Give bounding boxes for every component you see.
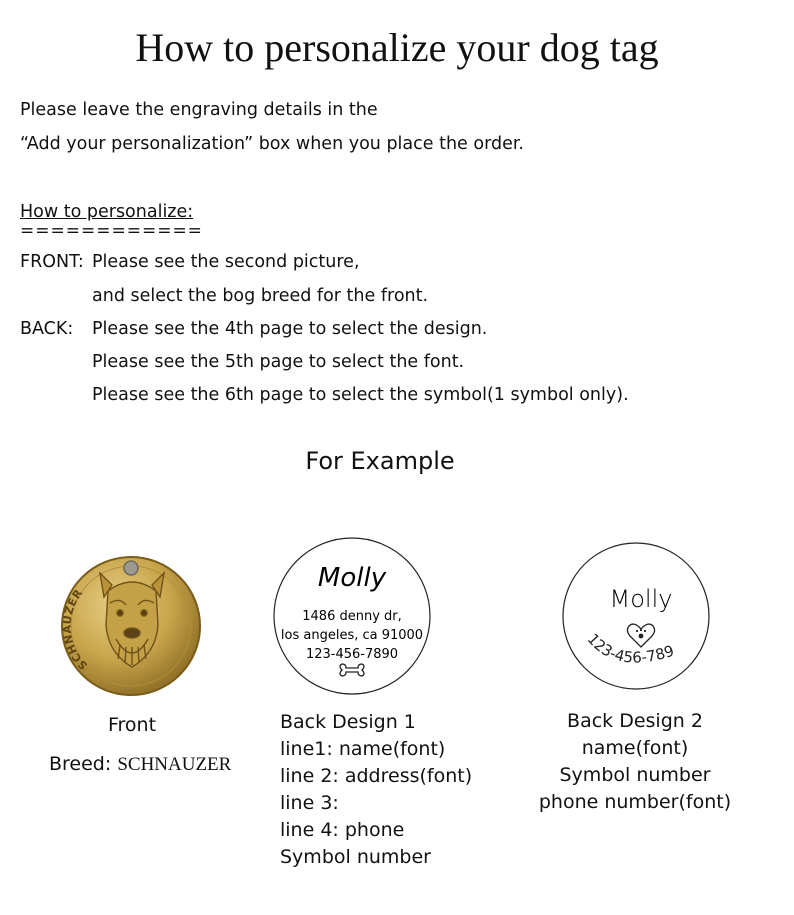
design2-caption-1: Back Design 2 (567, 710, 703, 732)
example-heading: For Example (305, 447, 455, 475)
design1-caption-1: Back Design 1 (280, 711, 416, 733)
design1-caption-4: line 3: (280, 792, 339, 814)
design1-caption-2: line1: name(font) (280, 738, 446, 760)
design1-address-line2: los angeles, ca 91000 (280, 628, 424, 643)
design1-address-line1: 1486 denny dr, (302, 609, 402, 624)
breed-line (49, 751, 231, 778)
front-tag-image (60, 555, 202, 697)
front-line-1: Please see the second picture, (92, 252, 360, 272)
back-line-1: Please see the 4th page to select the design. (92, 319, 488, 339)
breed-value: SCHNAUZER (117, 754, 232, 775)
front-caption: Front (107, 714, 157, 736)
front-line-2: and select the bog breed for the front. (92, 286, 429, 306)
design1-caption-3: line 2: address(font) (280, 765, 473, 787)
front-label: FRONT: (20, 252, 84, 272)
design1-name: Molly (317, 563, 387, 593)
back-line-2: Please see the 5th page to select the font. (92, 352, 465, 372)
page-title: How to personalize your dog tag (135, 25, 659, 70)
design1-caption-6: Symbol number (280, 846, 431, 868)
back-line-3: Please see the 6th page to select the symbol(1 symbol only). (92, 385, 629, 405)
design2-caption-4: phone number(font) (538, 791, 732, 813)
design1-tag (272, 536, 432, 696)
design1-phone: 123-456-7890 (305, 647, 399, 662)
front-tag-engraving: SCHNAUZER (60, 586, 91, 673)
intro-line-1: Please leave the engraving details in the (20, 100, 378, 120)
back-label: BACK: (20, 319, 74, 339)
separator-line: ============ (20, 221, 203, 241)
howto-heading: How to personalize: (20, 202, 194, 222)
design2-caption-3: Symbol number (559, 764, 711, 786)
design2-tag (561, 541, 711, 691)
ring-hole-icon (124, 561, 138, 575)
design2-name: Molly (609, 585, 673, 613)
intro-line-2: “Add your personalization” box when you place the order. (20, 134, 524, 154)
design2-caption-2: name(font) (581, 737, 689, 759)
design1-caption-5: line 4: phone (280, 819, 405, 841)
breed-label: Breed: (49, 753, 112, 775)
design2-phone: 123-456-7890 (583, 630, 677, 667)
